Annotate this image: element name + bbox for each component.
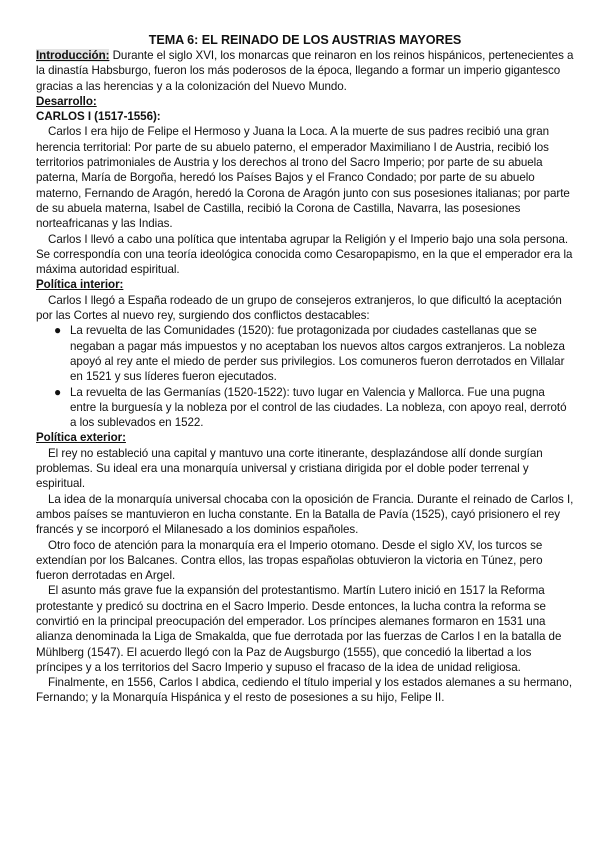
list-item-text: La revuelta de las Germanías (1520-1522): tuvo lugar en Valencia y Mallorca. Fue una pugna entre la burguesía y la nobleza por el control de las ciudades. La nobleza, con apoyo real, derrotó a los sublevados en 1522. xyxy=(70,385,567,430)
carlos-paragraph: Carlos I llevó a cabo una política que intentaba agrupar la Religión y el Imperio bajo una sola persona. Se correspondía con una teoría ideológica conocida como Cesaropapismo, en la que el emperador era la máxima autoridad espiritual. xyxy=(36,232,573,277)
politica-exterior-paragraph: La idea de la monarquía universal chocaba con la oposición de Francia. Durante el reinado de Carlos I, ambos países se mantuvieron en lucha constante. En la Batalla de Pavía (1525), cayó prisionero el rey francés y se incorporó el Milanesado a los dominios españoles. xyxy=(36,492,574,537)
politica-exterior-paragraph: El asunto más grave fue la expansión del protestantismo. Martín Lutero inició en 1517 la Reforma protestante y predicó su doctrina en el Sacro Imperio. Desde entonces, la lucha contra la reforma se convirtió en la principal preocupación del emperador. Los príncipes alemanes formaron en 1531 una alianza denominada la Liga de Smakalda, que fue derrotada por las fuerzas de Carlos I en la batalla de Mühlberg (1547). El acuerdo llegó con la Paz de Augsburgo (1555), que concedió la libertad a los príncipes y a los territorios del Sacro Imperio y supuso el fracaso de la idea de unidad religiosa. xyxy=(36,584,562,674)
page-title: TEMA 6: EL REINADO DE LOS AUSTRIAS MAYORES xyxy=(148,33,462,47)
carlos-heading: CARLOS I (1517-1556): xyxy=(36,110,161,124)
list-item-text: La revuelta de las Comunidades (1520): fue protagonizada por ciudades castellanas que se negaban a pagar más impuestos y no aceptaban los nuevos altos cargos extranjeros. La nobleza apoyó al rey ante el miedo de perder sus privilegios. Los comuneros fueron derrotados en Villalar en 1521 y sus líderes fueron ejecutados. xyxy=(70,324,565,384)
desarrollo-heading: Desarrollo: xyxy=(36,94,97,108)
politica-exterior-paragraph: Otro foco de atención para la monarquía era el Imperio otomano. Desde el siglo XV, los turcos se extendían por los Balcanes. Contra ellos, las tropas españolas obtuvieron la victoria en Túnez, pero fueron derrotadas en Argel. xyxy=(36,538,543,583)
intro-paragraph xyxy=(36,48,574,94)
politica-interior-heading: Política interior: xyxy=(36,278,124,292)
list-item xyxy=(54,323,574,384)
politica-interior-list xyxy=(36,323,574,430)
politica-interior-intro: Carlos I llegó a España rodeado de un grupo de consejeros extranjeros, lo que dificultó la aceptación por las Cortes al nuevo rey, surgiendo dos conflictos destacables: xyxy=(36,293,562,323)
bullet-icon: ● xyxy=(54,384,62,399)
politica-exterior-paragraph: Finalmente, en 1556, Carlos I abdica, cediendo el título imperial y los estados alemanes a su hermano, Fernando; y la Monarquía Hispánica y el resto de posesiones a su hijo, Felipe II. xyxy=(36,676,573,705)
intro-label: Introducción: xyxy=(36,49,110,62)
list-item xyxy=(54,384,574,431)
politica-exterior-paragraph: El rey no estableció una capital y mantuvo una corte itinerante, desplazándose allí donde surgían problemas. Su ideal era una monarquía universal y cristiana dirigida por el doble poder terrenal y espiritual. xyxy=(36,446,543,491)
intro-text: Durante el siglo XVI, los monarcas que reinaron en los reinos hispánicos, pertenecientes a la dinastía Habsburgo, fueron los más poderosos de la época, llegando a formar un imperio gigantesco gracias a las herencias y a la colonización del Nuevo Mundo. xyxy=(36,49,574,93)
politica-exterior-heading: Política exterior: xyxy=(36,431,126,445)
bullet-icon: ● xyxy=(54,323,62,338)
carlos-paragraph: Carlos I era hijo de Felipe el Hermoso y Juana la Loca. A la muerte de sus padres recibió una gran herencia territorial: Por parte de su abuelo paterno, el emperador Maximiliano I de Austria, recibió los territorios patrimoniales de Austria y los derechos al trono del Sacro Imperio; por parte de su abuela paterna, María de Borgoña, heredó los Países Bajos y el Franco Condado; por parte de su abuelo materno, Fernando de Aragón, heredó la Corona de Aragón junto con sus posesiones italianas; por parte de su abuela materna, Isabel de Castilla, recibió la Corona de Castilla, Navarra, las posesiones norteafricanas y las Indias. xyxy=(36,125,570,231)
